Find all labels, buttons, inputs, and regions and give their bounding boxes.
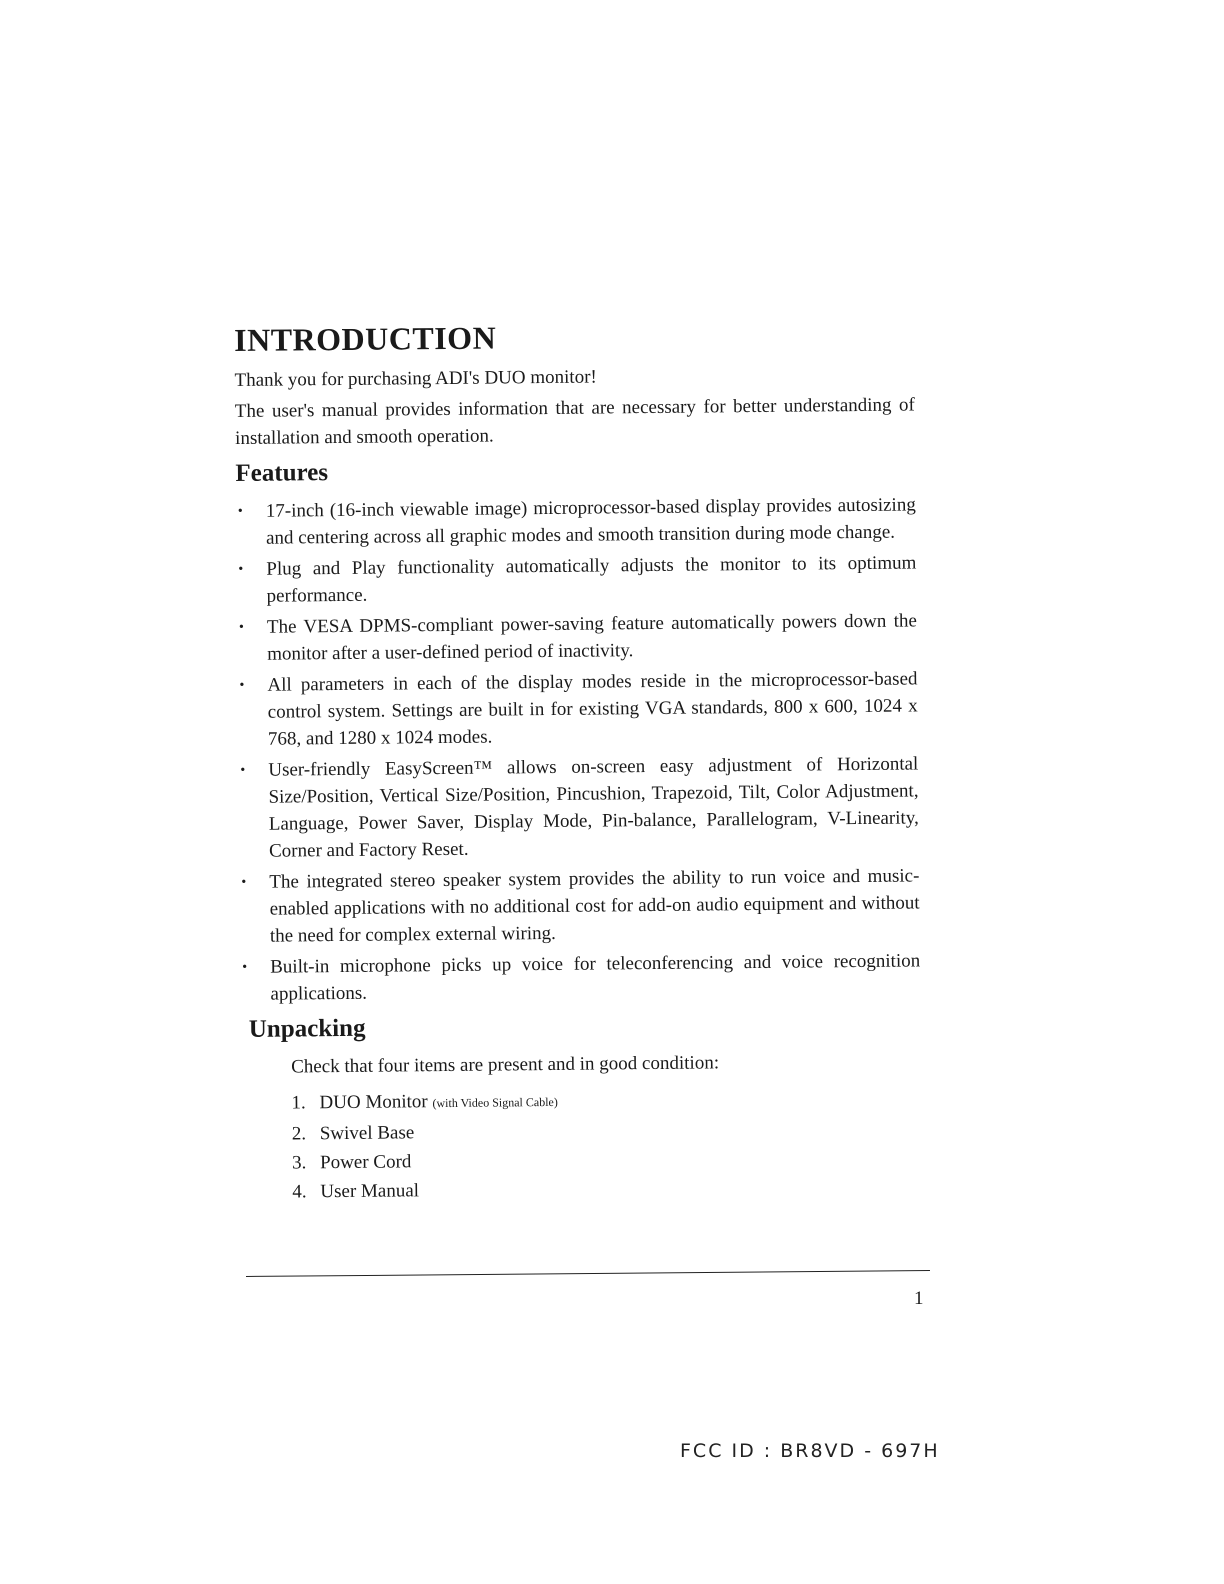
item-number: 4. (292, 1181, 307, 1203)
intro-thanks: Thank you for purchasing ADI's DUO monitor! (234, 366, 597, 391)
features-list (236, 491, 921, 1008)
feature-text: 17-inch (16-inch viewable image) microprocessor-based display provides autosizing and centering across all graphic modes and smooth transition during mode change. (265, 494, 916, 549)
bullet-icon: • (241, 874, 247, 890)
item-number: 3. (291, 1152, 307, 1174)
item-note: (with Video Signal Cable) (432, 1094, 558, 1111)
unpacking-list (291, 1082, 922, 1206)
unpacking-heading: Unpacking (248, 1014, 366, 1043)
feature-text: The integrated stereo speaker system provides the ability to run voice and music-enabled applications with no additional cost for add-on audio equipment and without the need for complex external wiring. (269, 865, 920, 947)
bullet-icon: • (238, 561, 244, 577)
item-label: DUO Monitor (319, 1091, 428, 1114)
feature-text: User-friendly EasyScreen™ allows on-screen easy adjustment of Horizontal Size/Position, Vertical Size/Position, Pincushion, Trapezoid, Tilt, Color Adjustment, Language, Power Saver, Display Mode, Pin-balance, Parallelogram, V-Linearity, Corner and Factory Reset. (268, 753, 919, 862)
page-content (234, 315, 922, 1206)
list-item (239, 862, 920, 950)
feature-text: Plug and Play functionality automatically adjusts the monitor to its optimum performance. (266, 552, 917, 607)
footer-divider (246, 1270, 930, 1277)
feature-text: Built-in microphone picks up voice for teleconferencing and voice recognition applications. (270, 950, 921, 1005)
fcc-id-note: FCC ID : BR8VD - 697H (680, 1440, 940, 1462)
item-label: Power Cord (319, 1151, 412, 1174)
page-title: INTRODUCTION (234, 319, 497, 358)
unpacking-check: Check that four items are present and in good condition: (291, 1052, 720, 1078)
feature-text: All parameters in each of the display modes reside in the microprocessor-based control system. Settings are built in for existing VGA standards, 800 x 600, 1024 x 768, and 1280 x 1024 modes. (267, 668, 918, 750)
item-number: 2. (291, 1123, 307, 1145)
list-item (237, 665, 918, 753)
list-item (236, 549, 916, 610)
bullet-icon: • (238, 619, 244, 635)
bullet-icon: • (240, 762, 246, 778)
list-item (237, 607, 917, 668)
list-item (292, 1171, 922, 1206)
list-item (236, 491, 916, 552)
item-number: 1. (291, 1092, 306, 1114)
bullet-icon: • (239, 677, 245, 693)
item-label: User Manual (320, 1180, 420, 1203)
bullet-icon: • (237, 503, 243, 519)
intro-manual: The user's manual provides information that are necessary for better understanding of installation and smooth operation. (234, 394, 915, 449)
features-heading: Features (235, 459, 329, 487)
feature-text: The VESA DPMS-compliant power-saving feature automatically powers down the monitor after a user-defined period of inactivity. (266, 610, 918, 665)
bullet-icon: • (242, 959, 248, 975)
item-label: Swivel Base (319, 1122, 415, 1145)
list-item (240, 947, 920, 1008)
page-number: 1 (914, 1288, 924, 1309)
list-item (238, 750, 919, 865)
unpacking-block (291, 1047, 922, 1206)
